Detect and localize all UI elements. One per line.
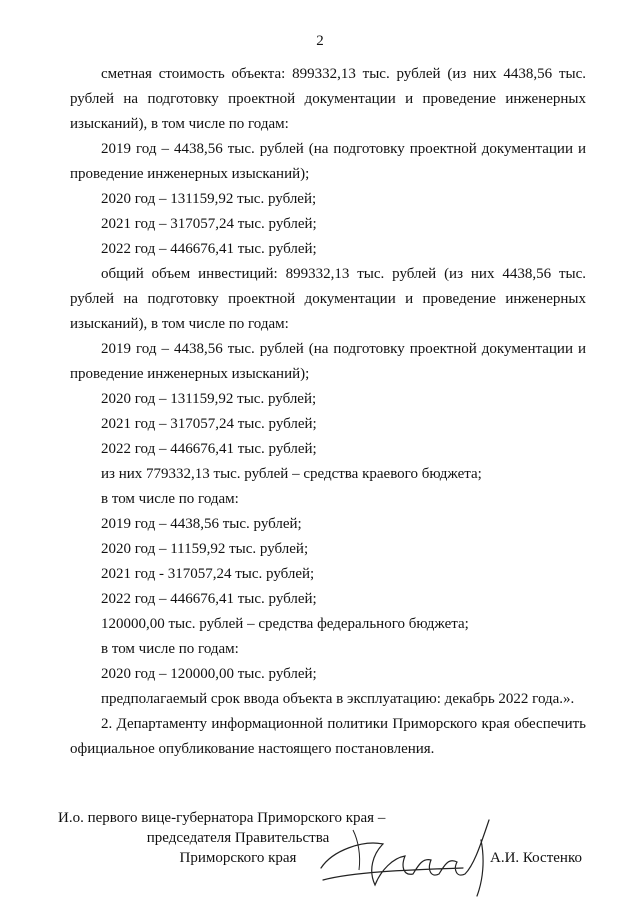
paragraph-5: 2022 год – 446676,41 тыс. рублей; bbox=[101, 241, 317, 257]
paragraph-3: 2020 год – 131159,92 тыс. рублей; bbox=[101, 191, 317, 207]
paragraph-11: из них 779332,13 тыс. рублей – средства краевого бюджета; bbox=[101, 466, 482, 482]
signatory-title-line-1: И.о. первого вице-губернатора Приморского края – bbox=[58, 810, 386, 826]
paragraph-12: в том числе по годам: bbox=[101, 491, 239, 507]
paragraph-10: 2022 год – 446676,41 тыс. рублей; bbox=[101, 441, 317, 457]
paragraph-20: предполагаемый срок ввода объекта в эксплуатацию: декабрь 2022 года.». bbox=[101, 691, 575, 707]
paragraph-13: 2019 год – 4438,56 тыс. рублей; bbox=[101, 516, 302, 532]
signature-block bbox=[58, 808, 618, 898]
page-number: 2 bbox=[316, 33, 324, 49]
paragraph-15: 2021 год - 317057,24 тыс. рублей; bbox=[101, 566, 315, 582]
paragraph-4: 2021 год – 317057,24 тыс. рублей; bbox=[101, 216, 317, 232]
paragraph-18: в том числе по годам: bbox=[101, 641, 239, 657]
paragraph-16: 2022 год – 446676,41 тыс. рублей; bbox=[101, 591, 317, 607]
paragraph-6: общий объем инвестиций: 899332,13 тыс. рублей (из них 4438,56 тыс. рублей на подготовку проектной документации и проведение инженерных изысканий), в том числе по годам: bbox=[70, 266, 586, 332]
handwritten-signature bbox=[313, 810, 513, 902]
signatory-title-line-3: Приморского края bbox=[179, 850, 297, 866]
paragraph-2: 2019 год – 4438,56 тыс. рублей (на подготовку проектной документации и проведение инженерных изысканий); bbox=[70, 141, 586, 182]
paragraph-19: 2020 год – 120000,00 тыс. рублей; bbox=[101, 666, 317, 682]
paragraph-7: 2019 год – 4438,56 тыс. рублей (на подготовку проектной документации и проведение инженерных изысканий); bbox=[70, 341, 586, 382]
paragraph-21: 2. Департаменту информационной политики Приморского края обеспечить официальное опубликование настоящего постановления. bbox=[70, 716, 586, 757]
signatory-name: А.И. Костенко bbox=[490, 850, 582, 866]
document-body bbox=[70, 62, 586, 762]
paragraph-1: сметная стоимость объекта: 899332,13 тыс. рублей (из них 4438,56 тыс. рублей на подготовку проектной документации и проведение инженерных изысканий), в том числе по годам: bbox=[70, 66, 586, 132]
paragraph-8: 2020 год – 131159,92 тыс. рублей; bbox=[101, 391, 317, 407]
signatory-title-line-2: председателя Правительства bbox=[146, 830, 330, 846]
paragraph-14: 2020 год – 11159,92 тыс. рублей; bbox=[101, 541, 309, 557]
paragraph-17: 120000,00 тыс. рублей – средства федерального бюджета; bbox=[101, 616, 469, 632]
paragraph-9: 2021 год – 317057,24 тыс. рублей; bbox=[101, 416, 317, 432]
